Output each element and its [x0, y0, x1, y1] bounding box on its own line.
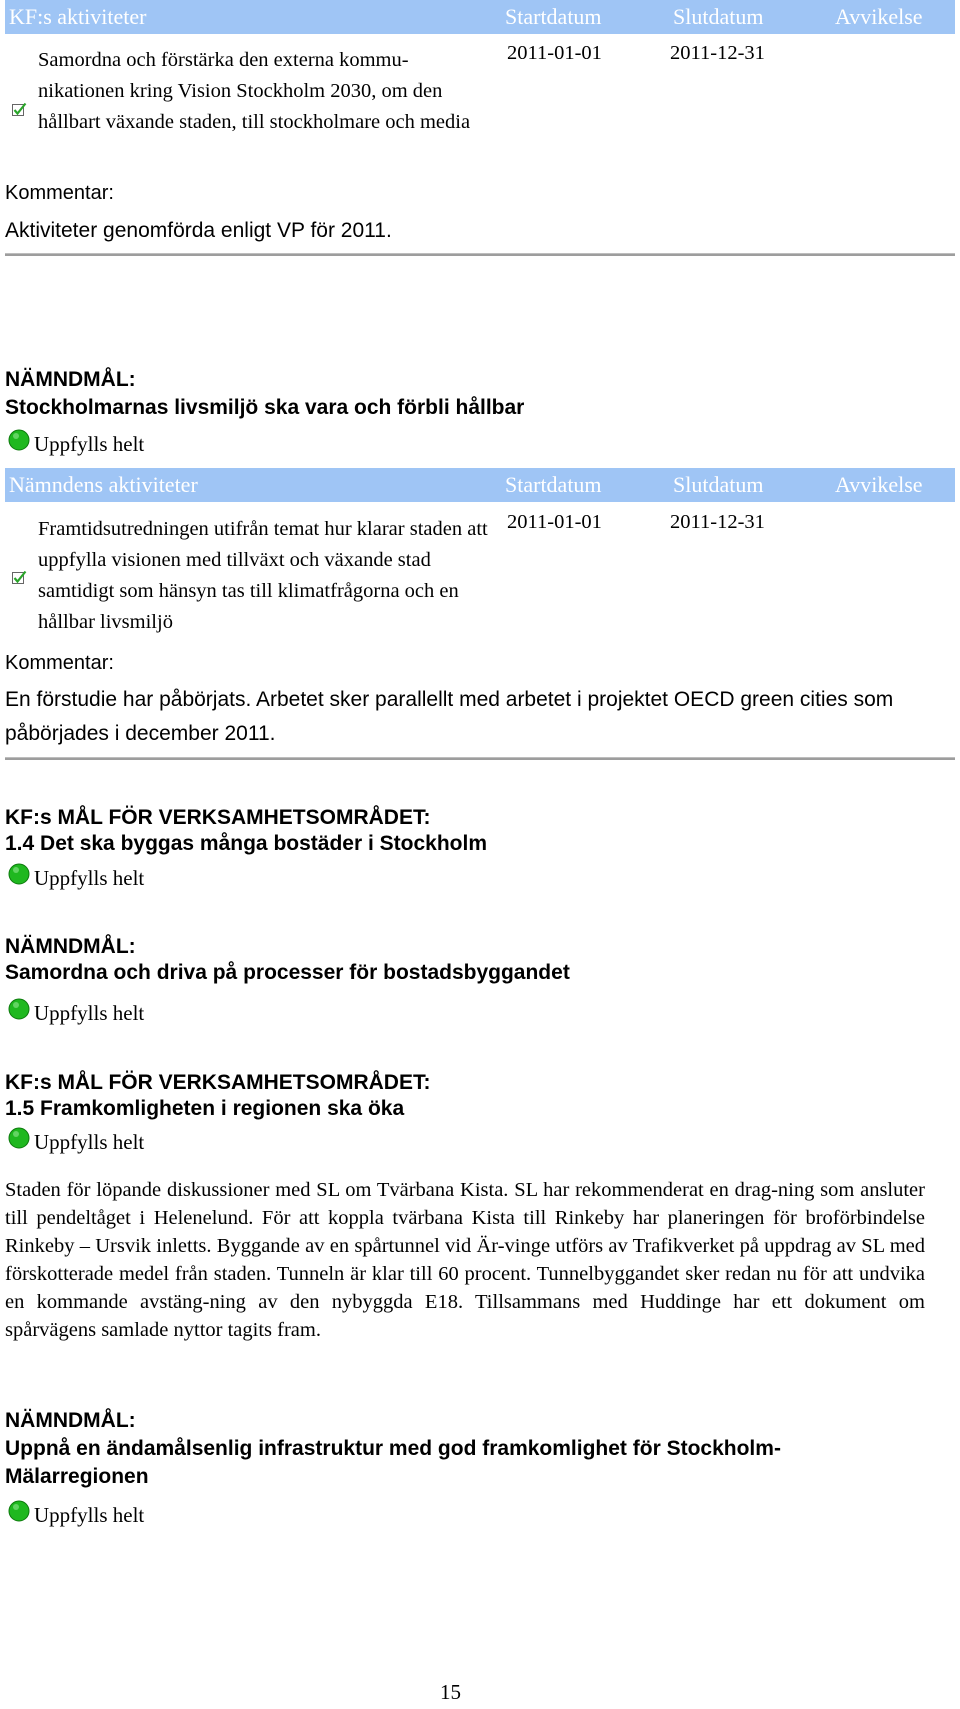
comment-text: En förstudie har påbörjats. Arbetet sker parallellt med arbetet i projektet OECD green cities som påbörjades i december 2011.	[5, 688, 894, 745]
divider	[5, 757, 955, 760]
table-header-namnd-activities	[5, 468, 955, 502]
status-text: Uppfylls helt	[34, 1001, 145, 1025]
goal-title: Samordna och driva på processer för bostadsbyggandet	[5, 961, 570, 984]
kf-goal-title: 1.4 Det ska byggas många bostäder i Stockholm	[5, 832, 487, 855]
start-date: 2011-01-01	[507, 511, 602, 533]
end-date: 2011-12-31	[670, 42, 765, 64]
page-number: 15	[440, 1680, 461, 1704]
status-text: Uppfylls helt	[34, 432, 145, 456]
status-green-icon	[8, 863, 30, 885]
goal-label: NÄMNDMÅL:	[5, 368, 136, 391]
comment-text: Aktiviteter genomförda enligt VP för 2011.	[5, 219, 392, 242]
status-green-icon	[8, 1127, 30, 1149]
col-activities: Nämndens aktiviteter	[9, 472, 198, 497]
status-text: Uppfylls helt	[34, 1503, 145, 1527]
end-date: 2011-12-31	[670, 511, 765, 533]
status-text: Uppfylls helt	[34, 1130, 145, 1154]
divider	[5, 253, 955, 256]
col-slutdatum: Slutdatum	[673, 472, 764, 497]
col-startdatum: Startdatum	[505, 472, 602, 497]
table-header-kf-activities	[5, 0, 955, 34]
checkbox-checked-icon	[12, 570, 27, 585]
goal-title: Uppnå en ändamålsenlig infrastruktur med god framkomlighet för Stockholm-Mälarregionen	[5, 1437, 781, 1488]
col-avvikelse: Avvikelse	[835, 472, 923, 497]
kf-goal-label: KF:s MÅL FÖR VERKSAMHETSOMRÅDET:	[5, 806, 431, 829]
comment-label: Kommentar:	[5, 182, 114, 204]
status-green-icon	[8, 998, 30, 1020]
status-green-icon	[8, 429, 30, 451]
col-slutdatum: Slutdatum	[673, 4, 764, 29]
col-startdatum: Startdatum	[505, 4, 602, 29]
kf-goal-label: KF:s MÅL FÖR VERKSAMHETSOMRÅDET:	[5, 1071, 431, 1094]
kf-goal-title: 1.5 Framkomligheten i regionen ska öka	[5, 1097, 405, 1120]
goal-label: NÄMNDMÅL:	[5, 1409, 136, 1432]
activity-text: Framtidsutredningen utifrån temat hur klarar staden att uppfylla visionen med tillväxt och växande stad samtidigt som hänsyn tas till klimatfrågorna och en hållbar livsmiljö	[38, 518, 488, 633]
status-green-icon	[8, 1500, 30, 1522]
activity-text: Samordna och förstärka den externa kommu-nikationen kring Vision Stockholm 2030, om den hållbart växande staden, till stockholmare och media	[38, 49, 471, 133]
checkbox-checked-icon	[12, 102, 27, 117]
start-date: 2011-01-01	[507, 42, 602, 64]
status-text: Uppfylls helt	[34, 866, 145, 890]
col-avvikelse: Avvikelse	[835, 4, 923, 29]
body-paragraph: Staden för löpande diskussioner med SL om Tvärbana Kista. SL har rekommenderat en drag-ning som ansluter till pendeltåget i Helenelund. För att koppla tvärbana Kista till Rinkeby har planeringen för broförbindelse Rinkeby – Ursvik inletts. Byggande av en spårtunnel vid Är-vinge utförs av Trafikverket på uppdrag av SL med förskotterade medel från staden. Tunneln är klar till 60 procent. Tunnelbyggandet sker redan nu för att undvika en kommande avstäng-ning av den nybyggda E18. Tillsammans med Huddinge har ett dokument om spårvägens samlade nyttor tagits fram.	[5, 1179, 925, 1341]
comment-label: Kommentar:	[5, 652, 114, 674]
col-activities: KF:s aktiviteter	[9, 4, 147, 29]
goal-title: Stockholmarnas livsmiljö ska vara och förbli hållbar	[5, 396, 525, 419]
goal-label: NÄMNDMÅL:	[5, 935, 136, 958]
